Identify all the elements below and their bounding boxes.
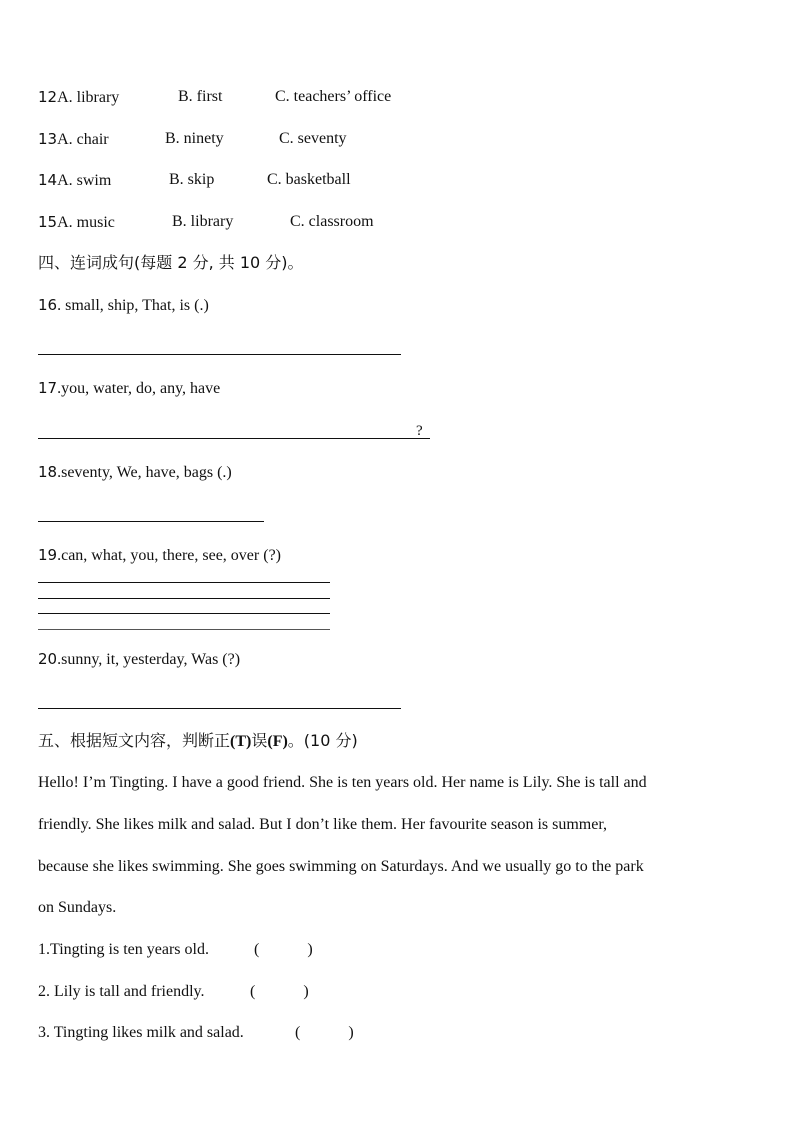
question-number: 15: [38, 213, 58, 231]
sentence-item-20: [38, 649, 240, 670]
item-number: 20: [38, 650, 58, 668]
statement-2: [38, 982, 204, 1002]
sentence-item-16: [38, 295, 209, 316]
option-a: A. chair: [57, 131, 109, 148]
option-b: B. library: [172, 213, 234, 230]
answer-line-20[interactable]: [38, 708, 401, 709]
sentence-item-19: [38, 545, 281, 566]
answer-blank-1[interactable]: ( ): [254, 941, 313, 958]
title-t: (T): [230, 733, 252, 750]
answer-line-19a[interactable]: [38, 582, 330, 583]
item-words: .you, water, do, any, have: [57, 380, 221, 397]
statement-1: [38, 940, 209, 960]
option-c: C. teachers’ office: [275, 88, 392, 105]
option-c: C. seventy: [279, 130, 347, 147]
sentence-item-18: [38, 462, 232, 483]
item-words: .can, what, you, there, see, over (?): [57, 547, 281, 564]
option-a: A. music: [57, 214, 115, 231]
item-number: 16: [38, 296, 58, 314]
passage-line-4: on Sundays.: [38, 899, 117, 916]
answer-line-19b[interactable]: [38, 598, 330, 599]
answer-blank-3[interactable]: ( ): [295, 1024, 354, 1041]
sentence-item-17: [38, 378, 220, 399]
title-mid: 误: [251, 731, 268, 750]
question-number: 14: [38, 171, 58, 189]
question-number: 13: [38, 130, 58, 148]
option-a: A. library: [57, 89, 120, 106]
option-c: C. classroom: [290, 213, 374, 230]
answer-blank-2[interactable]: ( ): [250, 983, 309, 1000]
section5-title: [38, 731, 358, 752]
answer-line-17[interactable]: [38, 438, 430, 439]
passage-line-3: because she likes swimming. She goes swimming on Saturdays. And we usually go to the park: [38, 858, 644, 875]
statement-text: 1.Tingting is ten years old.: [38, 941, 209, 958]
option-b: B. first: [178, 88, 223, 105]
title-f: (F): [267, 733, 288, 750]
answer-line-19d[interactable]: [38, 629, 330, 630]
item-number: 17: [38, 379, 58, 397]
item-words: .sunny, it, yesterday, Was (?): [57, 651, 241, 668]
title-suffix: 。(10 分): [287, 731, 358, 750]
item-number: 18: [38, 463, 58, 481]
passage-line-1: Hello! I’m Tingting. I have a good friend. She is ten years old. Her name is Lily. She is tall and: [38, 774, 647, 791]
option-b: B. ninety: [165, 130, 224, 147]
option-b: B. skip: [169, 171, 215, 188]
section4-title: 四、连词成句(每题 2 分, 共 10 分)。: [38, 253, 304, 272]
answer-line-19c[interactable]: [38, 613, 330, 614]
passage-line-2: friendly. She likes milk and salad. But I don’t like them. Her favourite season is summer,: [38, 816, 608, 833]
title-prefix: 五、根据短文内容，判断正: [38, 731, 231, 750]
item-words: . small, ship, That, is (.): [57, 297, 209, 314]
statement-3: [38, 1023, 244, 1043]
statement-text: 2. Lily is tall and friendly.: [38, 983, 205, 1000]
statement-text: 3. Tingting likes milk and salad.: [38, 1024, 244, 1041]
answer-line-16[interactable]: [38, 354, 401, 355]
question-mark: ?: [416, 423, 423, 439]
item-number: 19: [38, 546, 58, 564]
option-c: C. basketball: [267, 171, 351, 188]
answer-line-18[interactable]: [38, 521, 264, 522]
option-a: A. swim: [57, 172, 112, 189]
item-words: .seventy, We, have, bags (.): [57, 464, 232, 481]
question-number: 12: [38, 88, 58, 106]
